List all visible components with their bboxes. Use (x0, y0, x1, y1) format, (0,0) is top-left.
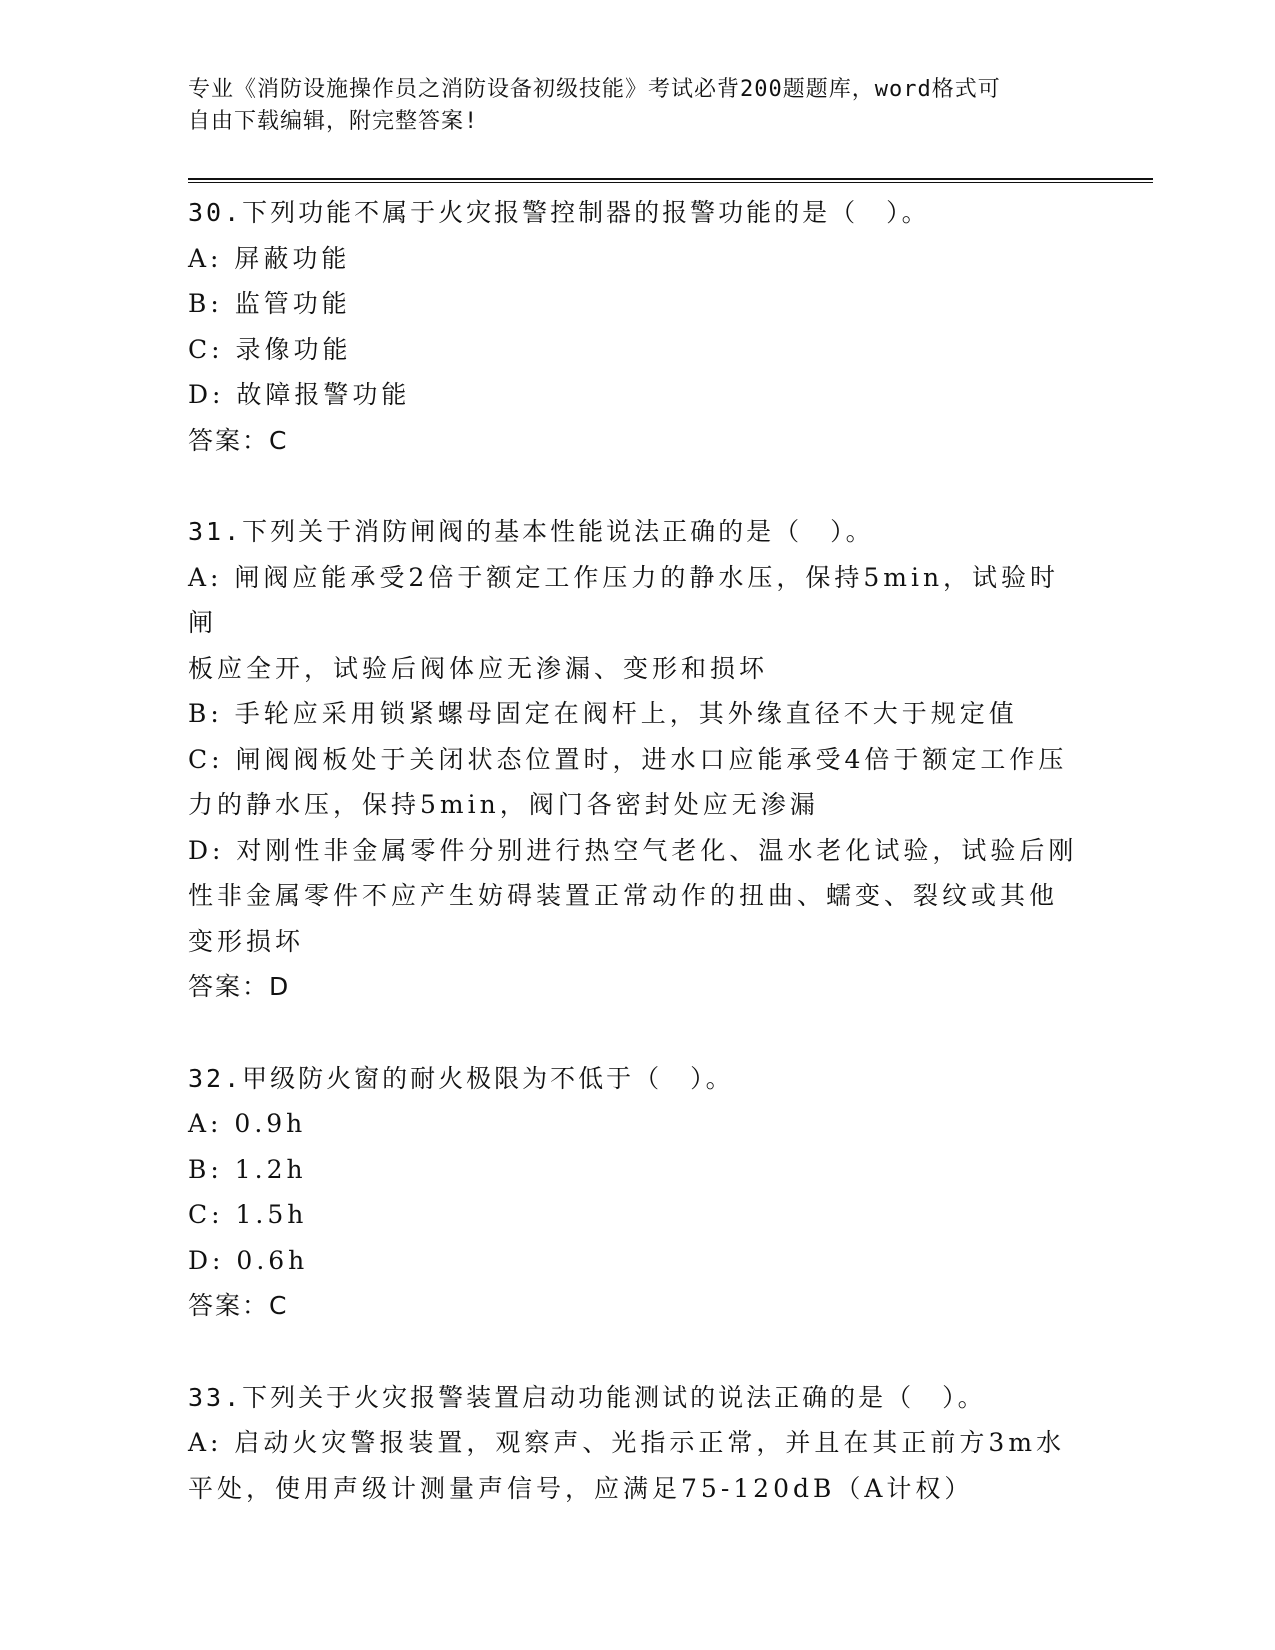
option-a-continued: 平处，使用声级计测量声信号，应满足75-120dB（A计权） (188, 1473, 974, 1503)
question-title: 32.甲级防火窗的耐火极限为不低于（ ）。 (188, 1063, 734, 1093)
question-title: 33.下列关于火灾报警装置启动功能测试的说法正确的是（ ）。 (188, 1382, 986, 1412)
option-a: A: 0.9h (188, 1109, 307, 1138)
question-32 (188, 1056, 1088, 1329)
answer: 答案：C (188, 425, 289, 455)
option-c: C: 闸阀阀板处于关闭状态位置时，进水口应能承受4倍于额定工作压 (188, 744, 1068, 774)
option-c: C: 1.5h (188, 1200, 308, 1229)
option-d-continued-2: 变形损坏 (188, 926, 305, 956)
header-divider-thin (188, 182, 1153, 183)
option-a-continued: 板应全开，试验后阀体应无渗漏、变形和损坏 (188, 653, 769, 683)
option-d: D: 故障报警功能 (188, 380, 411, 409)
header-line-2: 自由下载编辑，附完整答案! (188, 109, 479, 134)
option-d: D: 0.6h (188, 1245, 309, 1275)
option-a: A: 屏蔽功能 (188, 243, 351, 273)
question-31 (188, 509, 1088, 1010)
header-divider-thick (188, 178, 1153, 180)
question-title: 30.下列功能不属于火灾报警控制器的报警功能的是（ ）。 (188, 198, 930, 227)
header-line-1: 专业《消防设施操作员之消防设备初级技能》考试必背200题题库，word格式可 (188, 77, 1001, 102)
option-b: B: 监管功能 (188, 289, 351, 318)
option-d-continued: 性非金属零件不应产生妨碍装置正常动作的扭曲、蠕变、裂纹或其他 (188, 881, 1059, 910)
option-c-continued: 力的静水压，保持5min，阀门各密封处应无渗漏 (188, 790, 819, 819)
option-c: C: 录像功能 (188, 334, 352, 364)
question-33 (188, 1375, 1088, 1512)
question-list (188, 190, 1088, 1557)
answer: 答案：D (188, 972, 291, 1001)
option-a: A: 启动火灾警报装置，观察声、光指示正常，并且在其正前方3m水 (188, 1428, 1066, 1457)
option-d: D: 对刚性非金属零件分别进行热空气老化、温水老化试验，试验后刚 (188, 835, 1078, 865)
question-title: 31.下列关于消防闸阀的基本性能说法正确的是（ ）。 (188, 517, 874, 546)
option-b: B: 手轮应采用锁紧螺母固定在阀杆上，其外缘直径不大于规定值 (188, 699, 1018, 728)
answer: 答案：C (188, 1291, 289, 1320)
option-a: A: 闸阀应能承受2倍于额定工作压力的静水压，保持5min，试验时闸 (188, 562, 1060, 637)
option-b: B: 1.2h (188, 1154, 307, 1184)
page-header (188, 74, 1088, 138)
question-30 (188, 190, 1088, 463)
